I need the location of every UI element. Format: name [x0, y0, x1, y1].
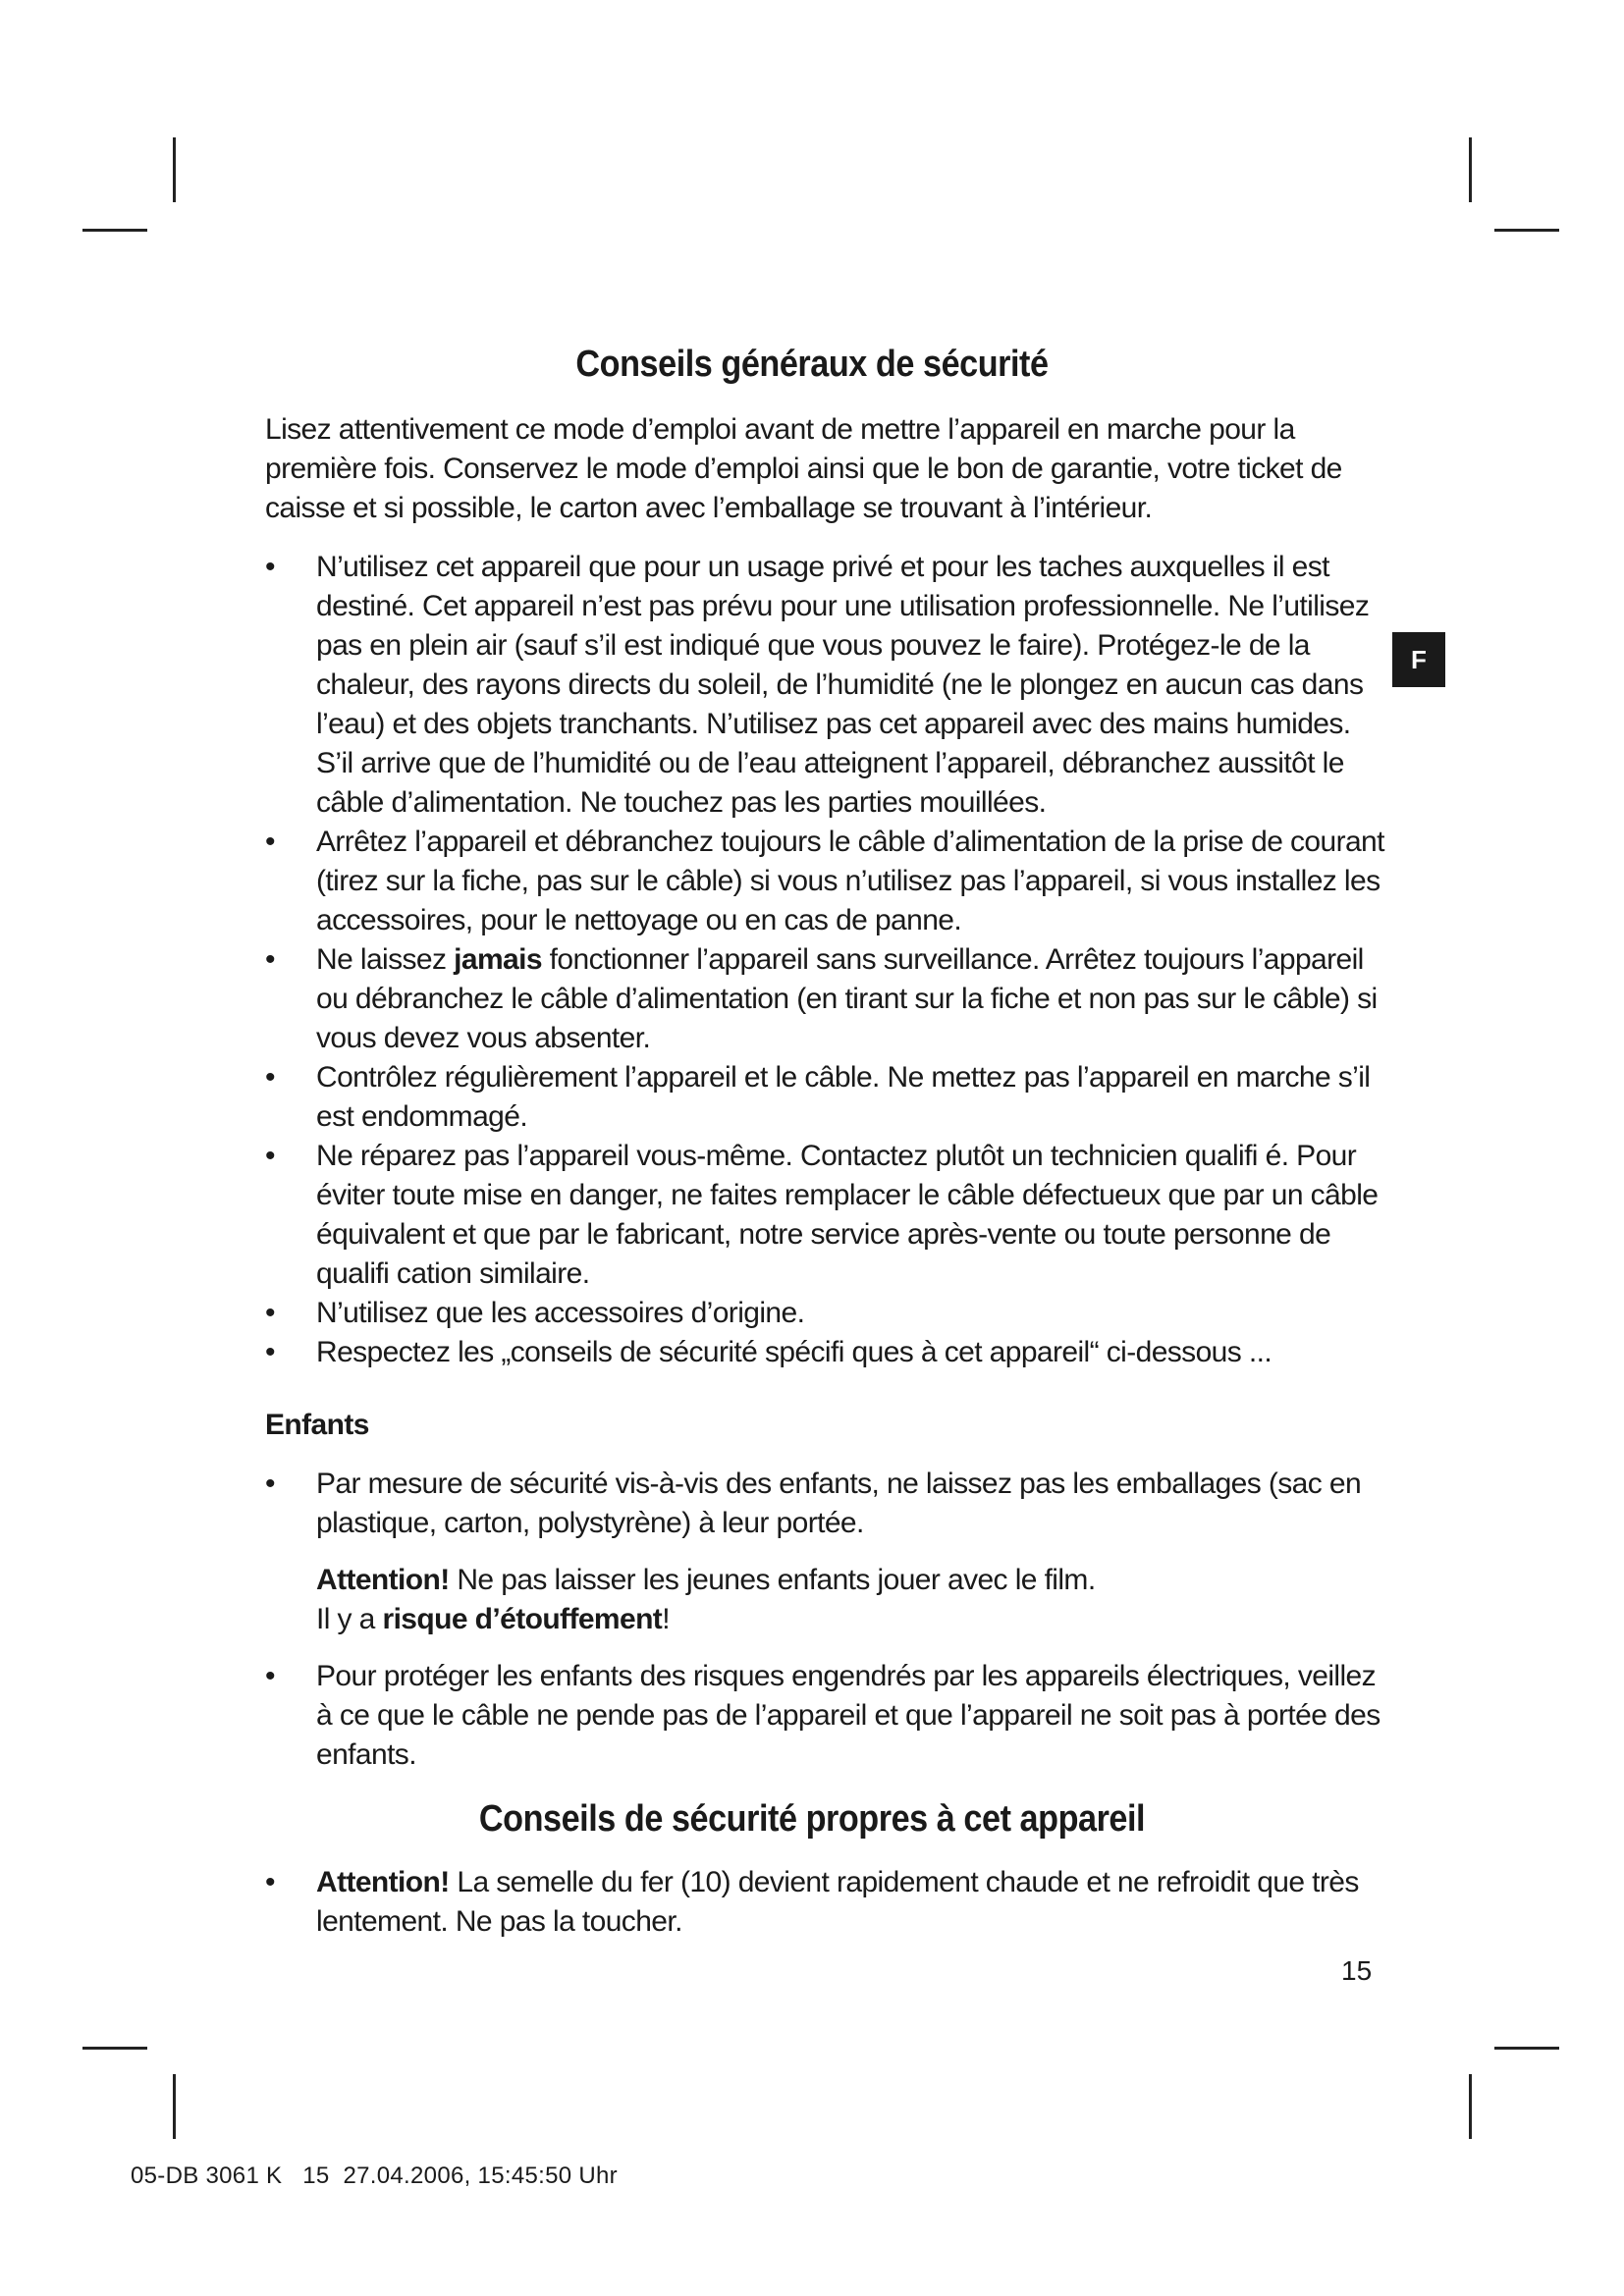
crop-mark	[173, 137, 176, 202]
bullet-icon: •	[265, 1336, 275, 1368]
bullet-icon: •	[265, 826, 275, 858]
intro-paragraph: Lisez attentivement ce mode d’emploi avant de mettre l’appareil en marche pour la première fois. Conservez le mode d’emploi ainsi que le bon de garantie, votre ticket de caisse et si possible, le carton avec l’emballage se trouvant à l’intérieur.	[265, 413, 1342, 524]
crop-mark	[82, 229, 147, 232]
bullet-icon: •	[265, 1297, 275, 1329]
crop-mark	[1494, 229, 1559, 232]
list-item: • Contrôlez régulièrement l’appareil et le câble. Ne mettez pas l’appareil en marche s’il est endommagé.	[265, 1058, 1384, 1137]
list-item: • Ne laissez jamais fonctionner l’appareil sans surveillance. Arrêtez toujours l’appareil ou débranchez le câble d’alimentation (en tirant sur la fiche et non pas sur le câble) si vous devez vous absenter.	[265, 940, 1384, 1058]
bullet-icon: •	[265, 1061, 275, 1094]
bullet-icon: •	[265, 1468, 275, 1500]
list-item: • Ne réparez pas l’appareil vous-même. Contactez plutôt un technicien qualifi é. Pour éviter toute mise en danger, ne faites remplacer le câble défectueux que par un câble équivalent et que par le fabricant, notre service après-vente ou toute personne de qualifi cation similaire.	[265, 1137, 1384, 1294]
list-item: • Arrêtez l’appareil et débranchez toujours le câble d’alimentation de la prise de courant (tirez sur la fiche, pas sur le câble) si vous n’utilisez pas l’appareil, si vous installez les accessoires, pour le nettoyage ou en cas de panne.	[265, 823, 1384, 940]
list-item: • Respectez les „conseils de sécurité spécifi ques à cet appareil“ ci-dessous ...	[265, 1333, 1384, 1372]
crop-mark	[82, 2047, 147, 2050]
warning-label: Attention!	[316, 1564, 450, 1596]
page-number: 15	[1341, 1955, 1373, 1986]
list-item: • N’utilisez que les accessoires d’origine.	[265, 1294, 1384, 1333]
bullet-icon: •	[265, 943, 275, 976]
bullet-icon: •	[265, 1866, 275, 1898]
bullet-icon: •	[265, 551, 275, 583]
safety-list	[265, 548, 1384, 1372]
print-footer: 05-DB 3061 K 15 27.04.2006, 15:45:50 Uhr	[131, 2163, 618, 2189]
device-list	[265, 1863, 1384, 1942]
crop-mark	[173, 2074, 176, 2139]
children-list	[265, 1465, 1384, 1543]
crop-mark	[1469, 137, 1472, 202]
warning-label: Attention!	[316, 1866, 450, 1898]
children-heading: Enfants	[265, 1409, 369, 1441]
list-item: • Par mesure de sécurité vis-à-vis des enfants, ne laissez pas les emballages (sac en plastique, carton, polystyrène) à leur portée.	[265, 1465, 1384, 1543]
warning-note: Attention! Ne pas laisser les jeunes enfants jouer avec le film. Il y a risque d’étouffement!	[316, 1564, 1096, 1635]
list-item: • Attention! La semelle du fer (10) devient rapidement chaude et ne refroidit que très lentement. Ne pas la toucher.	[265, 1863, 1384, 1942]
bullet-icon: •	[265, 1660, 275, 1692]
language-tab: F	[1392, 632, 1445, 687]
crop-mark	[1494, 2047, 1559, 2050]
section-device-safety	[265, 1863, 1384, 1942]
list-item: • N’utilisez cet appareil que pour un usage privé et pour les taches auxquelles il est destiné. Cet appareil n’est pas prévu pour une utilisation professionnelle. Ne l’utilisez pas en plein air (sauf s’il est indiqué que vous pouvez le faire). Protégez-le de la chaleur, des rayons directs du soleil, de l’humidité (ne le plongez en aucun cas dans l’eau) et des objets tranchants. N’utilisez pas cet appareil avec des mains humides. S’il arrive que de l’humidité ou de l’eau atteignent l’appareil, débranchez aussitôt le câble d’alimentation. Ne touchez pas les parties mouillées.	[265, 548, 1384, 823]
crop-mark	[1469, 2074, 1472, 2139]
list-item: • Pour protéger les enfants des risques engendrés par les appareils électriques, veillez à ce que le câble ne pende pas de l’appareil et que l’appareil ne soit pas à portée des enfants.	[265, 1657, 1384, 1775]
bullet-icon: •	[265, 1140, 275, 1172]
children-list-2	[265, 1657, 1384, 1775]
page-title: Conseils généraux de sécurité	[575, 344, 1049, 385]
section-title-device: Conseils de sécurité propres à cet appareil	[478, 1798, 1146, 1840]
section-general-safety	[265, 410, 1384, 1775]
